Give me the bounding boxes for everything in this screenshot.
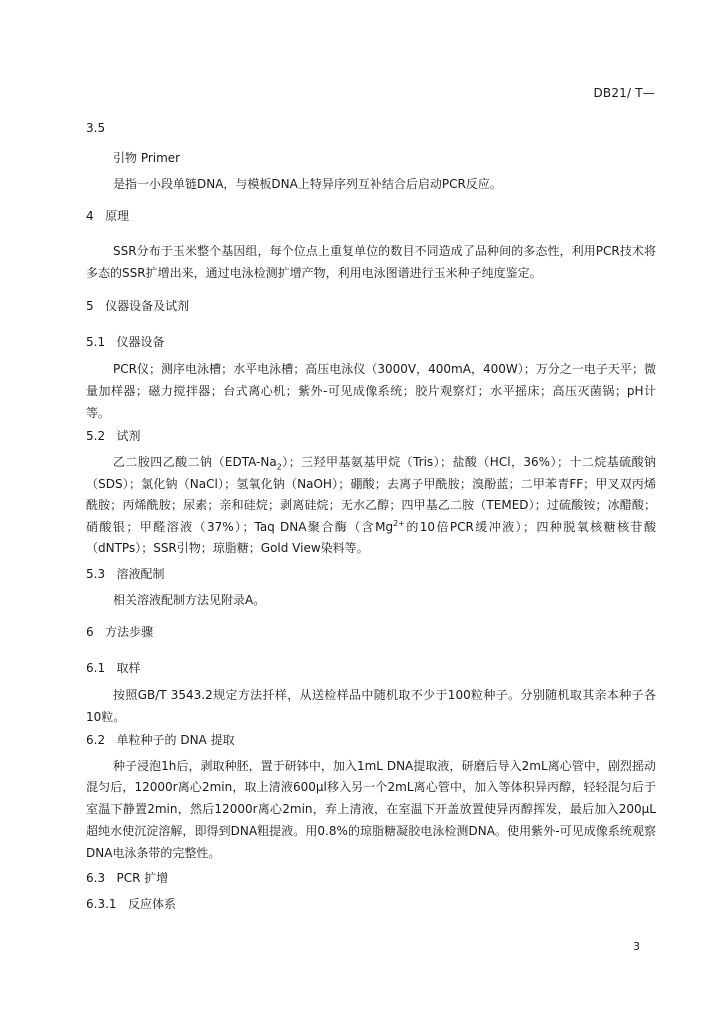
section-4-body: SSR分布于玉米整个基因组，每个位点上重复单位的数目不同造成了品种间的多态性，利用PCR技术将多态的SSR扩增出来，通过电泳检测扩增产物，利用电泳图谱进行玉米种子纯度鉴定。 (86, 244, 656, 280)
section-5-3-body: 相关溶液配制方法见附录A。 (113, 592, 266, 607)
section-heading-6-3-1: 6.3.1 反应体系 (86, 897, 176, 912)
superscript-2-plus: 2+ (393, 518, 405, 528)
section-5-2-body (86, 452, 656, 560)
page-number: 3 (633, 940, 640, 953)
subscript-2: 2 (276, 462, 282, 472)
reagents-text-c: 的10倍PCR缓冲液）；四种脱氧核糖核苷酸（dNTPs）；SSR引物；琼脂糖；Gold View染料等。 (86, 519, 656, 555)
reagents-text-b: ）；三羟甲基氨基甲烷（Tris）；盐酸（HCl，36%）；十二烷基硫酸钠（SDS）；氯化钠（NaCl）；氢氧化钠（NaOH）；硼酸；去离子甲酰胺；溴酚蓝；二甲苯青FF；甲叉双丙烯酰胺；丙烯酰胺；尿素；亲和硅烷；剥离硅烷；无水乙醇；四甲基乙二胺（TEMED）；过硫酸铵；冰醋酸；硝酸银；甲醛溶液（37%）；Taq DNA聚合酶（含Mg (86, 455, 657, 534)
section-6-1-body: 按照GB/T 3543.2规定方法扦样，从送检样品中随机取不少于100粒种子。分别随机取其亲本种子各10粒。 (86, 687, 656, 724)
section-heading-4: 4 原理 (86, 209, 130, 223)
section-heading-6-3: 6.3 PCR 扩增 (86, 871, 169, 886)
term-primer: 引物 Primer (113, 151, 181, 165)
section-6-2-body: 种子浸泡1h后，剥取种胚，置于研钵中，加入1mL DNA提取液，研磨后导入2mL离心管中，剧烈摇动混匀后，12000r离心2min，取上清液600μl移入另一个2mL离心管中，加入等体积异丙醇，轻轻混匀后于室温下静置2min，然后12000r离心2min，弃上清液，在室温下开盖放置使异丙醇挥发，最后加入200μL超纯水使沉淀溶解，即得到DNA粗提液。用0.8%的琼脂糖凝胶电泳检测DNA。使用紫外-可见成像系统观察DNA电泳条带的完整性。 (86, 758, 656, 860)
term-primer-definition: 是指一小段单链DNA，与模板DNA上特异序列互补结合后启动PCR反应。 (113, 177, 502, 191)
section-heading-5: 5 仪器设备及试剂 (86, 299, 190, 313)
section-heading-6-2: 6.2 单粒种子的 DNA 提取 (86, 732, 235, 747)
section-number-3-5: 3.5 (86, 121, 106, 135)
section-heading-5-1: 5.1 仪器设备 (86, 335, 165, 349)
section-heading-6-1: 6.1 取样 (86, 660, 141, 675)
page-content (86, 118, 656, 914)
section-5-1-body: PCR仪；测序电泳槽；水平电泳槽；高压电泳仪（3000V，400mA，400W）；万分之一电子天平；微量加样器；磁力搅拌器；台式离心机；紫外-可见成像系统；胶片观察灯；水平摇床；高压灭菌锅；pH计等。 (86, 362, 656, 420)
reagents-text-a: 乙二胺四乙酸二钠（EDTA-Na (113, 455, 277, 469)
section-heading-5-2: 5.2 试剂 (86, 429, 141, 443)
section-heading-5-3: 5.3 溶液配制 (86, 566, 165, 581)
document-code: DB21/ T— (593, 86, 655, 100)
section-heading-6: 6 方法步骤 (86, 624, 154, 639)
